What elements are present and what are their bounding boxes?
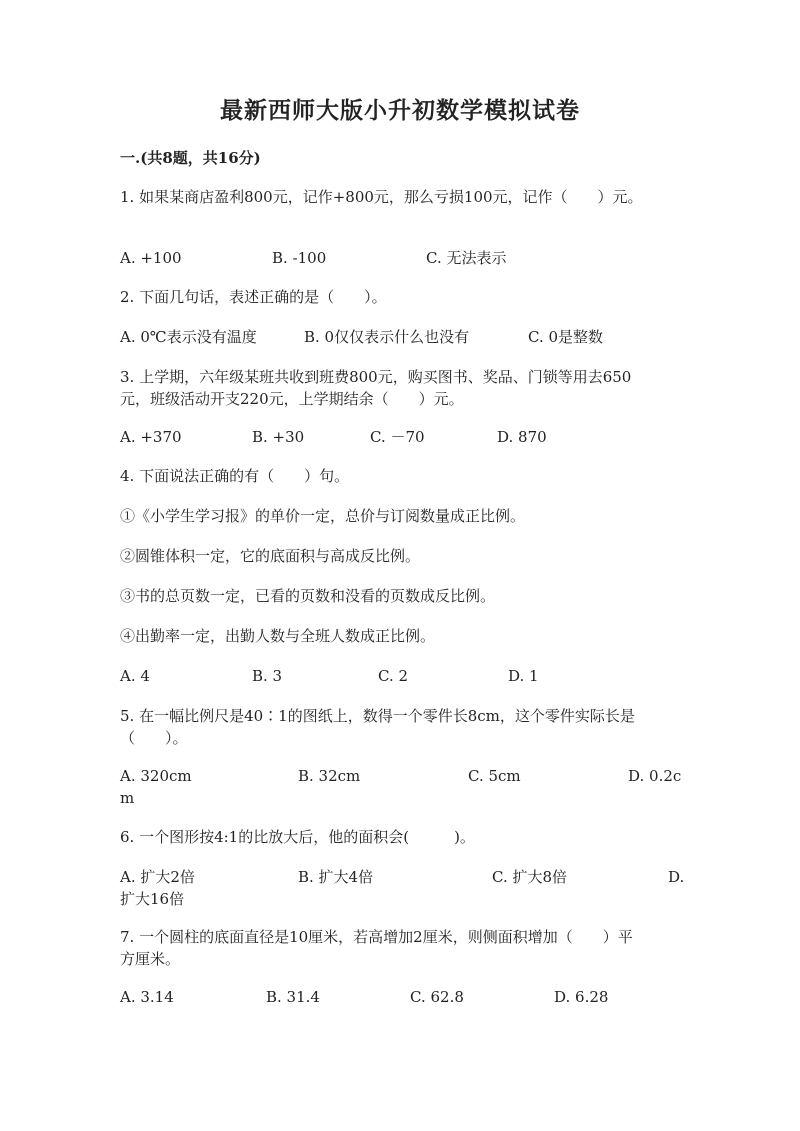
- option-a: A. +370: [120, 428, 182, 446]
- question-7-stem-line-1: 7. 一个圆柱的底面直径是10厘米，若高增加2厘米，则侧面积增加（ ）平: [120, 928, 633, 946]
- statement-1: ①《小学生学习报》的单价一定，总价与订阅数量成正比例。: [120, 507, 526, 525]
- option-c: C. 62.8: [410, 988, 464, 1006]
- question-1-stem: 1. 如果某商店盈利800元，记作+800元，那么亏损100元，记作（ ）元。: [120, 188, 643, 206]
- option-b: B. 扩大4倍: [298, 868, 374, 886]
- question-3-stem-line-2: 元，班级活动开支220元，上学期结余（ ）元。: [120, 390, 464, 408]
- option-b: B. 31.4: [266, 988, 320, 1006]
- statement-4: ④出勤率一定，出勤人数与全班人数成正比例。: [120, 627, 436, 645]
- question-5-stem-line-1: 5. 在一幅比例尺是40∶1的图纸上，数得一个零件长8cm，这个零件实际长是: [120, 707, 635, 725]
- option-c: C. 扩大8倍: [492, 868, 568, 886]
- option-b: B. 32cm: [298, 767, 361, 785]
- option-d: D. 6.28: [554, 988, 609, 1006]
- question-4-options: [120, 665, 690, 687]
- statement-3: ③书的总页数一定，已看的页数和没看的页数成反比例。: [120, 587, 496, 605]
- question-7-options: [120, 986, 690, 1008]
- option-a: A. 3.14: [120, 988, 174, 1006]
- question-3-stem-line-1: 3. 上学期，六年级某班共收到班费800元，购买图书、奖品、门锁等用去650: [120, 368, 632, 386]
- option-d: D.: [668, 868, 685, 886]
- question-5-stem-line-2: （ ）。: [120, 729, 188, 747]
- option-a: A. 0℃表示没有温度: [120, 328, 257, 346]
- option-c: C. －70: [370, 428, 425, 446]
- option-d: D. 870: [497, 428, 547, 446]
- question-6-options: [120, 866, 690, 888]
- option-a: A. 扩大2倍: [120, 868, 195, 886]
- question-3-options: [120, 426, 690, 448]
- option-c: C. 无法表示: [426, 249, 507, 267]
- option-a: A. 4: [120, 667, 150, 685]
- exam-title: 最新西师大版小升初数学模拟试卷: [220, 97, 580, 124]
- option-d: D. 0.2c: [628, 767, 682, 785]
- question-4-stem: 4. 下面说法正确的有（ ）句。: [120, 467, 350, 485]
- question-2-options: [120, 326, 690, 348]
- question-2-stem: 2. 下面几句话，表述正确的是（ ）。: [120, 288, 387, 306]
- option-c: C. 5cm: [468, 767, 521, 785]
- option-b: B. 3: [252, 667, 283, 685]
- option-a: A. 320cm: [120, 767, 192, 785]
- option-b: B. 0仅仅表示什么也没有: [304, 328, 470, 346]
- option-c: C. 2: [378, 667, 409, 685]
- question-5-option-wrap: m: [120, 789, 135, 807]
- question-7-stem-line-2: 方厘米。: [120, 950, 181, 968]
- option-b: B. -100: [272, 249, 327, 267]
- question-6-option-wrap: 扩大16倍: [120, 890, 185, 908]
- question-6-stem: 6. 一个图形按4:1的比放大后，他的面积会( )。: [120, 828, 475, 846]
- option-a: A. +100: [120, 249, 182, 267]
- section-heading: 一.(共8题，共16分): [120, 149, 261, 167]
- option-d: D. 1: [508, 667, 539, 685]
- statement-2: ②圆锥体积一定，它的底面积与高成反比例。: [120, 547, 421, 565]
- option-c: C. 0是整数: [528, 328, 604, 346]
- question-1-options: [120, 247, 690, 269]
- option-b: B. +30: [252, 428, 305, 446]
- question-5-options: [120, 765, 690, 787]
